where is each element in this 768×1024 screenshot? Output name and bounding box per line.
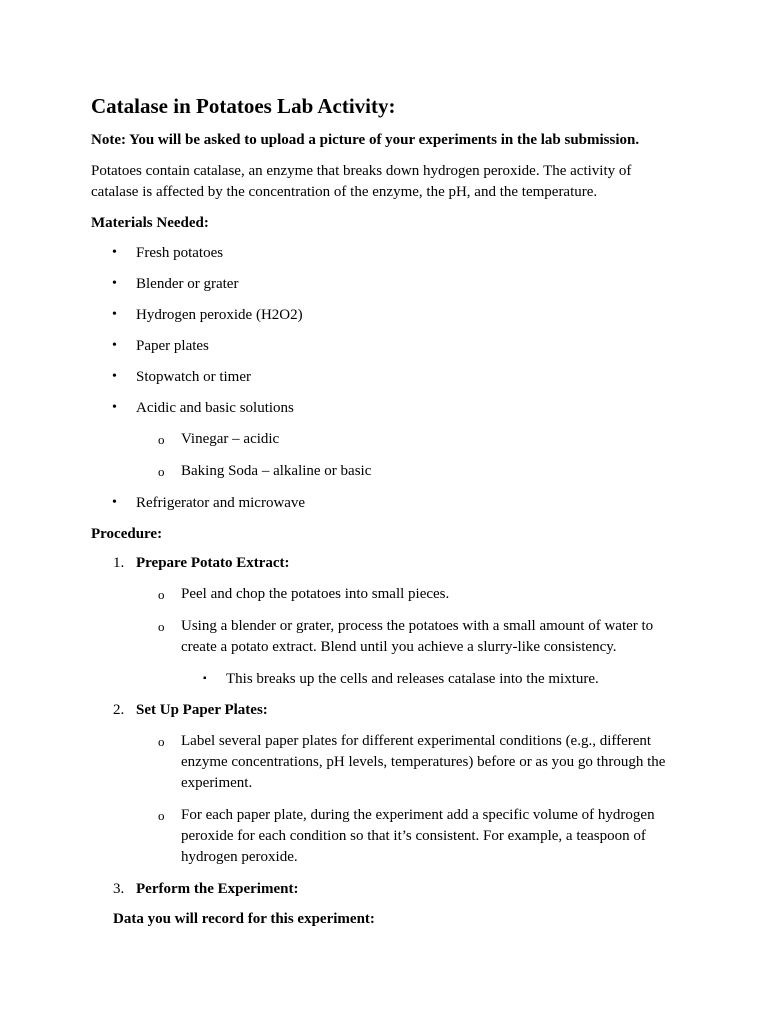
list-item [136, 461, 681, 482]
bullet-icon: • [112, 369, 117, 384]
list-item [91, 616, 681, 689]
procedure-step [91, 700, 681, 868]
document-title: Catalase in Potatoes Lab Activity: [91, 94, 396, 118]
material-label: Paper plates [136, 338, 209, 354]
material-label: Acidic and basic solutions [136, 400, 294, 416]
circle-bullet-icon: o [158, 464, 165, 479]
material-label: Refrigerator and microwave [136, 495, 306, 511]
step-number: 3. [113, 881, 125, 897]
step-number: 1. [113, 555, 125, 571]
step-number: 2. [113, 702, 125, 718]
circle-bullet-icon: o [158, 587, 165, 602]
circle-bullet-icon: o [158, 619, 165, 634]
square-bullet-icon: ▪ [203, 673, 207, 684]
procedure-step [91, 553, 681, 689]
solutions-sublist [136, 429, 681, 482]
circle-bullet-icon: o [158, 734, 165, 749]
step-sublist [91, 584, 681, 689]
list-item [91, 336, 681, 356]
materials-heading: Materials Needed: [91, 215, 209, 231]
material-label: Blender or grater [136, 276, 239, 292]
step-subnote-list [136, 669, 681, 689]
step-detail: Label several paper plates for different experimental conditions (e.g., different enzyme concentrations, pH levels, temperatures) before or as you go through the experiment. [181, 733, 666, 791]
procedure-list [91, 553, 681, 899]
document-page [91, 93, 681, 929]
intro-paragraph: Potatoes contain catalase, an enzyme that breaks down hydrogen peroxide. The activity of catalase is affected by the concentration of the enzyme, the pH, and the temperature. [91, 163, 632, 200]
circle-bullet-icon: o [158, 432, 165, 447]
record-heading: Data you will record for this experiment: [113, 911, 375, 927]
solution-label: Vinegar – acidic [181, 431, 280, 447]
list-item [91, 493, 681, 513]
list-item [91, 367, 681, 387]
bullet-icon: • [112, 495, 117, 510]
step-detail: Peel and chop the potatoes into small pieces. [181, 586, 450, 602]
list-item [91, 274, 681, 294]
procedure-heading: Procedure: [91, 526, 163, 542]
step-detail: Using a blender or grater, process the potatoes with a small amount of water to create a potato extract. Blend until you achieve a slurry-like consistency. [181, 618, 654, 655]
material-label: Stopwatch or timer [136, 369, 251, 385]
list-item [91, 584, 681, 605]
list-item [136, 669, 681, 689]
bullet-icon: • [112, 307, 117, 322]
solution-label: Baking Soda – alkaline or basic [181, 463, 372, 479]
circle-bullet-icon: o [158, 808, 165, 823]
list-item [91, 731, 681, 794]
list-item [91, 243, 681, 263]
bullet-icon: • [112, 245, 117, 260]
step-sublist [91, 731, 681, 868]
step-title: Set Up Paper Plates: [136, 702, 268, 718]
list-item [91, 398, 681, 482]
bullet-icon: • [112, 400, 117, 415]
list-item [136, 429, 681, 450]
procedure-step [91, 879, 681, 899]
step-title: Prepare Potato Extract: [136, 555, 290, 571]
bullet-icon: • [112, 338, 117, 353]
material-label: Hydrogen peroxide (H2O2) [136, 307, 303, 323]
list-item [91, 805, 681, 868]
step-detail: For each paper plate, during the experiment add a specific volume of hydrogen peroxide for each condition so that it’s consistent. For example, a teaspoon of hydrogen peroxide. [181, 807, 655, 865]
upload-note: Note: You will be asked to upload a picture of your experiments in the lab submission. [91, 132, 640, 148]
material-label: Fresh potatoes [136, 245, 224, 261]
step-title: Perform the Experiment: [136, 881, 299, 897]
bullet-icon: • [112, 276, 117, 291]
step-subnote: This breaks up the cells and releases catalase into the mixture. [226, 671, 599, 687]
list-item [91, 305, 681, 325]
materials-list [91, 243, 681, 513]
